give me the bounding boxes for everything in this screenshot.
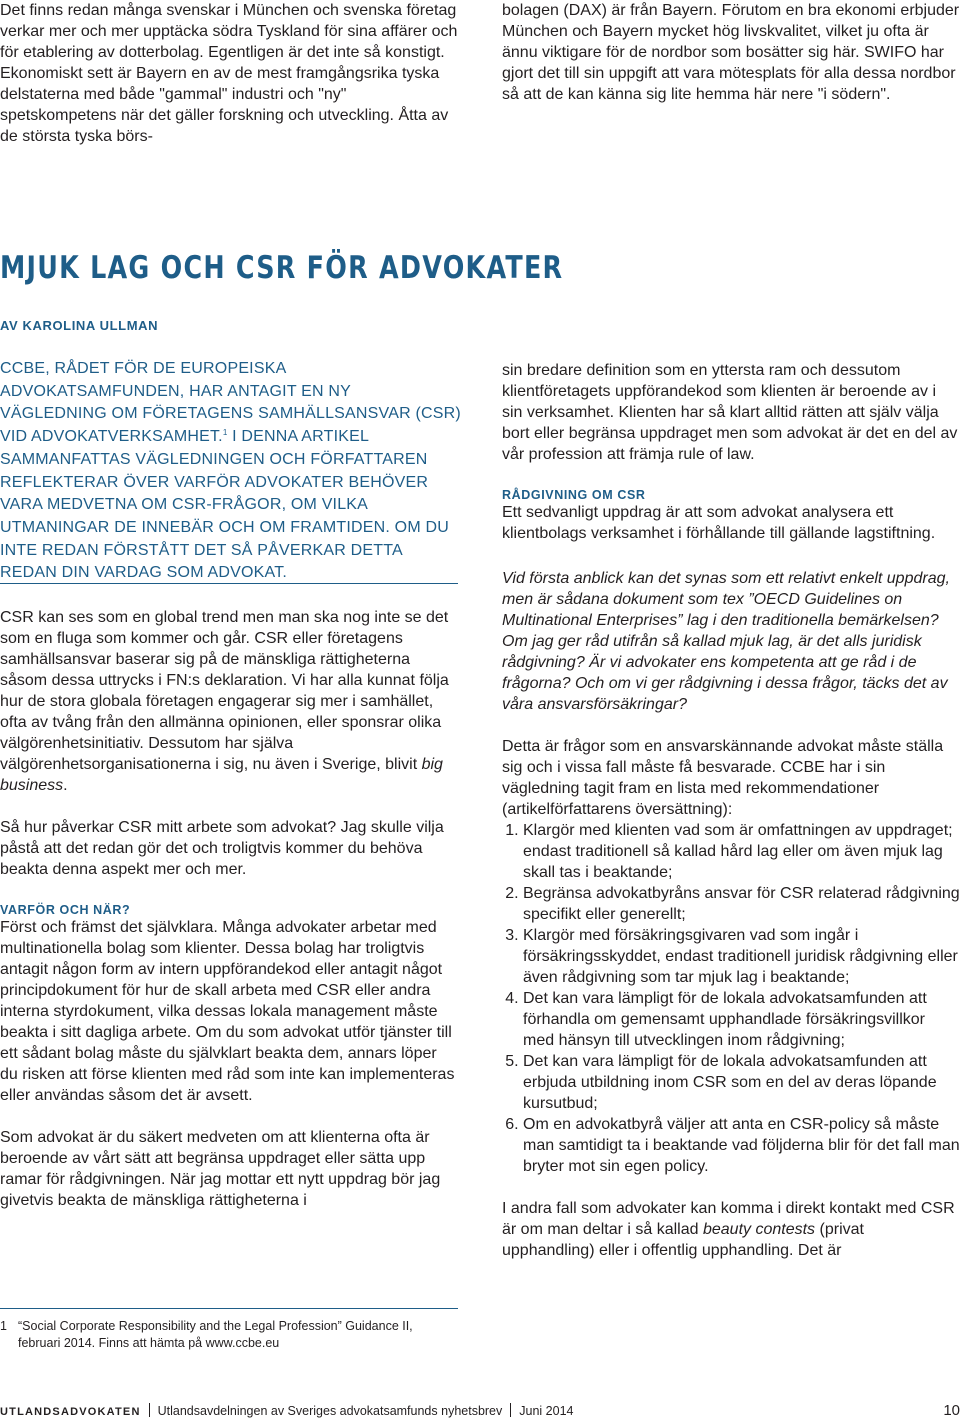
beauty-contests-phrase: beauty contests: [702, 1221, 816, 1238]
recommendation-item: 1. Klargör med klienten vad som är omfattningen av uppdraget; endast traditionell så kallad hård lag eller om även mjuk lag skall tas i beaktande;: [523, 820, 960, 883]
footnote-reference: 1: [222, 428, 228, 438]
body-paragraph-2: Så hur påverkar CSR mitt arbete som advokat? Jag skulle vilja påstå att det redan gör det och troligtvis kommer du behöva beakta denna aspekt mer och mer.: [0, 819, 444, 878]
body-paragraph-7: Detta är frågor som en ansvarskännande advokat måste ställa sig och i vissa fall måste få besvarade. CCBE har i sin vägledning tagit fram en lista med rekommendationer (artikelförfattarens översättning):: [502, 738, 944, 818]
recommendations-list: [502, 820, 960, 1177]
subheading-varfor-och-nar: VARFÖR OCH NÄR?: [0, 903, 131, 917]
article-right-column: [502, 360, 960, 1261]
footer-date: Juni 2014: [519, 1404, 574, 1418]
ingress-text-1: CCBE, RÅDET FÖR DE EUROPEISKA ADVOKATSAMFUNDEN, HAR ANTAGIT EN NY VÄGLEDNING OM FÖRETAGENS SAMHÄLLSANSVAR (CSR) VID ADVOKATVERKSAMHET.: [0, 360, 461, 446]
ingress-divider: [0, 583, 458, 584]
recommendation-item: 3. Klargör med försäkringsgivaren vad som ingår i försäkringsskyddet, endast traditionell juridisk rådgivning eller även rådgivning som tar mjuk lag i beaktande;: [523, 925, 960, 988]
article-ingress: [0, 358, 462, 585]
page-number: 10: [943, 1402, 960, 1419]
article-left-column: [0, 607, 458, 1211]
footnote-number: 1: [0, 1319, 7, 1333]
intro-paragraph-right: bolagen (DAX) är från Bayern. Förutom en bra ekonomi erbjuder München och Bayern mycket hög livskvalitet, vilket ju ofta är ännu viktigare för de nordbor som bosätter sig här. SWIFO har gjort det till sin uppgift att vara mötesplats för alla dessa nordbor så att de kan känna sig lite hemma här nere "i södern".: [502, 2, 960, 103]
body-paragraph-1-end: .: [63, 777, 68, 794]
article-byline: AV KAROLINA ULLMAN: [0, 318, 159, 333]
footnote: [0, 1318, 450, 1352]
body-paragraph-6: Ett sedvanligt uppdrag är att som advokat analysera ett klientbolags verksamhet i förhållande till gällande lagstiftning.: [502, 504, 936, 542]
intro-right-column: [502, 0, 960, 105]
big-business-phrase: big business: [0, 756, 443, 794]
italic-question-paragraph: Vid första anblick kan det synas som ett relativt enkelt uppdrag, men är sådana dokument som tex ”OECD Guidelines on Multinational Enterprises” lag i den traditionella bemärkelsen? Om jag ger råd utifrån så kallad mjuk lag, är det alls juridisk rådgivning? Är vi advokater ens kompetenta att ge råd i de frågorna? Och om vi ger rådgivning i dessa frågor, täcks det av våra ansvarsförsäkringar?: [502, 570, 950, 713]
intro-left-column: [0, 0, 458, 147]
body-paragraph-8: [502, 1198, 960, 1261]
intro-paragraph-left: Det finns redan många svenskar i München och svenska företag verkar mer och mer upptäcka södra Tyskland för sina affärer och för etablering av dotterbolag. Egentligen är det inte så konstigt. Ekonomiskt sett är Bayern en av de mest framgångsrika tyska delstaterna med både "gammal" industri och "ny" spetskompetens när det gäller forskning och utveckling. Åtta av de största tyska börs-: [0, 2, 458, 145]
body-paragraph-8-text: I andra fall som advokater kan komma i direkt kontakt med CSR är om man deltar i så kallad: [502, 1200, 955, 1238]
subheading-radgivning-om-csr: RÅDGIVNING OM CSR: [502, 488, 646, 502]
ingress-text-2: I DENNA ARTIKEL SAMMANFATTAS VÄGLEDNINGEN OCH FÖRFATTAREN REFLEKTERAR ÖVER VARFÖR ADVOKATER BEHÖVER VARA MEDVETNA OM CSR-FRÅGOR, OM VILKA UTMANINGAR DE INNEBÄR OCH OM FRAMTIDEN. OM DU INTE REDAN FÖRSTÅTT DET SÅ PÅVERKAR DETTA REDAN DIN VARDAG SOM ADVOKAT.: [0, 428, 450, 582]
page-footer: [0, 1402, 960, 1420]
recommendation-item: 5. Det kan vara lämpligt för de lokala advokatsamfunden att erbjuda utbildning inom CSR som en del av deras löpande kursutbud;: [523, 1051, 960, 1114]
footer-separator: [149, 1403, 150, 1417]
recommendation-item: 2. Begränsa advokatbyråns ansvar för CSR relaterad rådgivning specifikt eller generellt;: [523, 883, 960, 925]
article-title: MJUK LAG OCH CSR FÖR ADVOKATER: [0, 250, 564, 286]
body-paragraph-3: Först och främst det självklara. Många advokater arbetar med multinationella bolag som klienter. Dessa bolag har troligtvis antagit någon form av intern uppförandekod eller antagit något principdokument för hur de skall arbeta med CSR eller andra interna styrdokument, vilka dessas lokala management måste beakta i sitt dagliga arbete. Om du som advokat utför tjänster till ett sådant bolag måste du självklart beakta dem, annars löper du risken att förse klienten med råd som inte kan implementeras eller användas såsom det är avsett.: [0, 919, 455, 1104]
footnote-divider: [0, 1308, 458, 1309]
body-paragraph-1-text: CSR kan ses som en global trend men man ska nog inte se det som en fluga som kommer och går. CSR eller företagens samhällsansvar baserar sig på de mänskliga rättigheterna såsom dessa uttrycks i FN:s deklaration. Vi har alla kunnat följa hur de stora globala företagen engagerar sig mer i samhället, ofta av tvång från den allmänna opinionen, eller sponsrar olika välgörenhetsinitiativ. Dessutom har själva välgörenhetsorganisationerna i sig, nu även i Sverige, blivit: [0, 609, 449, 773]
recommendation-item: 6. Om en advokatbyrå väljer att anta en CSR-policy så måste man samtidigt ta i beaktande vad följderna blir för det fall man bryter mot sin egen policy.: [523, 1114, 960, 1177]
footer-separator: [510, 1403, 511, 1417]
footer-newsletter: Utlandsavdelningen av Sveriges advokatsamfunds nyhetsbrev: [157, 1404, 503, 1418]
body-paragraph-5: sin bredare definition som en yttersta ram och dessutom klientföretagets uppförandekod som klienten är beroende av i sin verksamhet. Klienten har så klart alltid rätten att själv välja bort eller begränsa uppdraget men som advokat är det en del av vår profession att främja rule of law.: [502, 362, 958, 463]
footnote-text: “Social Corporate Responsibility and the Legal Profession” Guidance II, februari 2014. Finns att hämta på www.ccbe.eu: [18, 1319, 413, 1350]
recommendation-item: 4. Det kan vara lämpligt för de lokala advokatsamfunden att förhandla om gemensamt upphandlade försäkringsvillkor med hänsyn till utvecklingen inom rådgivning;: [523, 988, 960, 1051]
body-paragraph-8-end: (privat upphandling) eller i offentlig upphandling. Det är: [502, 1221, 864, 1259]
body-paragraph-4: Som advokat är du säkert medveten om att klienterna ofta är beroende av vårt sätt att begränsa uppdraget eller sätta upp ramar för rådgivningen. När jag mottar ett nytt uppdrag bör jag givetvis beakta de mänskliga rättigheterna i: [0, 1129, 441, 1209]
footer-brand: UTLANDSADVOKATEN: [0, 1406, 141, 1418]
body-paragraph-1: [0, 607, 458, 796]
